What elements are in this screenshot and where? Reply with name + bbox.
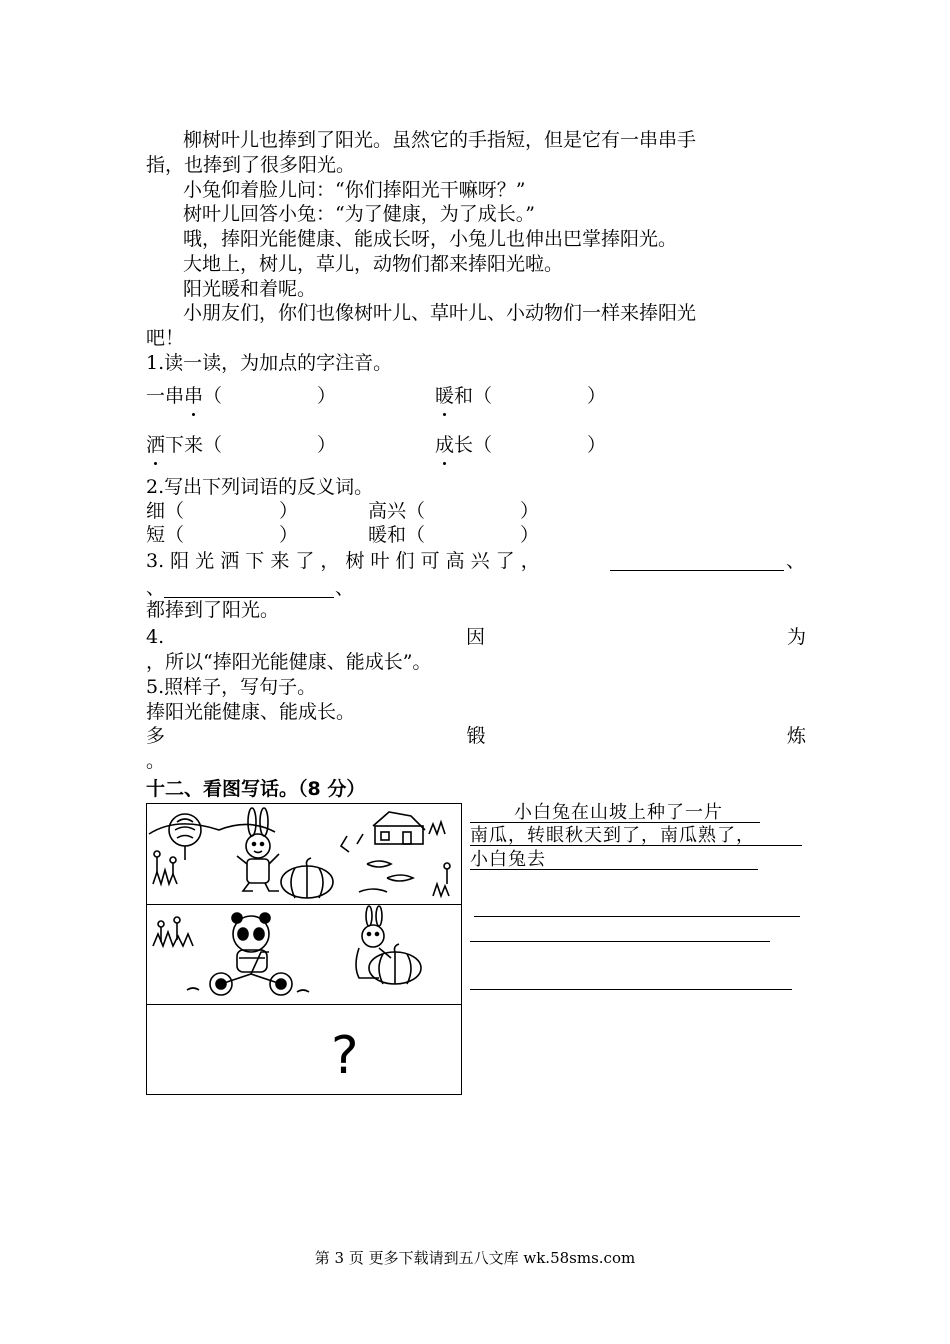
- antonym-blank[interactable]: （ ）: [406, 524, 540, 546]
- panel-2: [147, 904, 461, 1005]
- writing-line-6[interactable]: [470, 989, 792, 990]
- dotted-char: 暖: [435, 385, 455, 407]
- story-underline-3[interactable]: [470, 869, 758, 870]
- passage-line-2: 指，也捧到了很多阳光。: [146, 154, 356, 176]
- q2-item-1: 细（ ）: [146, 500, 299, 522]
- question-mark-icon: ?: [331, 1026, 359, 1086]
- panel-3: [147, 1004, 461, 1094]
- picture-frame: [146, 803, 462, 1095]
- passage-line-8: 小朋友们，你们也像树叶儿、草叶儿、小动物们一样来捧阳光: [183, 302, 697, 324]
- q3-line2-pre: 、: [146, 577, 166, 599]
- panda-bike-scene: [147, 904, 461, 1004]
- story-underline-2: [470, 845, 802, 846]
- q2-item-4: 暖和（ ）: [368, 524, 540, 546]
- rabbit-pumpkin-scene: [147, 804, 461, 904]
- panel-1: [147, 804, 461, 905]
- pinyin-blank[interactable]: （ ）: [473, 434, 607, 456]
- q5-end: 。: [146, 750, 166, 772]
- writing-line-4[interactable]: [474, 916, 800, 917]
- pinyin-blank[interactable]: （ ）: [473, 385, 607, 407]
- section-12-title: 十二、看图写话。（8 分）: [146, 778, 366, 800]
- passage-line-1: 柳树叶儿也捧到了阳光。虽然它的手指短，但是它有一串串手: [183, 129, 697, 151]
- passage-line-3: 小兔仰着脸儿问：“你们捧阳光干嘛呀？”: [183, 179, 526, 201]
- dotted-char: 洒: [146, 434, 166, 456]
- story-line-2: 南瓜，转眼秋天到了，南瓜熟了，: [470, 825, 755, 846]
- q1-item-3: 洒下来（ ）: [146, 434, 337, 456]
- q3-line-1: 3. 阳 光 洒 下 来 了 ， 树 叶 们 可 高 兴 了 ，: [146, 550, 540, 572]
- dotted-char: 成: [435, 434, 455, 456]
- q1-item-4: 成长（ ）: [435, 434, 607, 456]
- q3-sep-2: 、: [335, 577, 355, 599]
- writing-line-5[interactable]: [470, 941, 770, 942]
- passage-line-5: 哦，捧阳光能健康、能成长呀，小兔儿也伸出巴掌捧阳光。: [183, 228, 678, 250]
- dotted-char: 串: [184, 385, 204, 407]
- passage-line-4: 树叶儿回答小兔：“为了健康，为了成长。”: [183, 203, 535, 225]
- q3-blank-1[interactable]: [610, 548, 784, 571]
- page-footer: 第 3 页 更多下载请到五八文库 wk.58sms.com: [314, 1249, 636, 1267]
- q1-item-1: 一串串（ ）: [146, 385, 337, 407]
- antonym-blank[interactable]: （ ）: [165, 500, 299, 522]
- passage-line-6: 大地上，树儿，草儿，动物们都来捧阳光啦。: [183, 253, 564, 275]
- q2-item-2: 高兴（ ）: [368, 500, 540, 522]
- antonym-blank[interactable]: （ ）: [406, 500, 540, 522]
- q2-prompt: 2.写出下列词语的反义词。: [146, 476, 374, 498]
- pinyin-blank[interactable]: （ ）: [203, 385, 337, 407]
- antonym-blank[interactable]: （ ）: [165, 524, 299, 546]
- pinyin-blank[interactable]: （ ）: [203, 434, 337, 456]
- story-line-1: 小白兔在山坡上种了一片: [514, 802, 723, 823]
- q5-line: 多 锻 炼: [146, 725, 806, 747]
- passage-line-9: 吧！: [146, 327, 185, 349]
- q3-line-3: 都捧到了阳光。: [146, 599, 280, 621]
- q4-line-1: 4. 因 为: [146, 626, 806, 648]
- passage-line-7: 阳光暖和着呢。: [183, 278, 317, 300]
- q5-example: 捧阳光能健康、能成长。: [146, 701, 356, 723]
- q3-sep-1: 、: [786, 550, 806, 572]
- q1-prompt: 1.读一读，为加点的字注音。: [146, 352, 393, 374]
- q2-item-3: 短（ ）: [146, 524, 299, 546]
- q4-line-2: ，所以“捧阳光能健康、能成长”。: [146, 651, 432, 673]
- q1-item-2: 暖和（ ）: [435, 385, 607, 407]
- q5-prompt: 5.照样子，写句子。: [146, 676, 317, 698]
- story-line-3: 小白兔去: [470, 849, 546, 870]
- q3-blank-2[interactable]: [164, 575, 334, 598]
